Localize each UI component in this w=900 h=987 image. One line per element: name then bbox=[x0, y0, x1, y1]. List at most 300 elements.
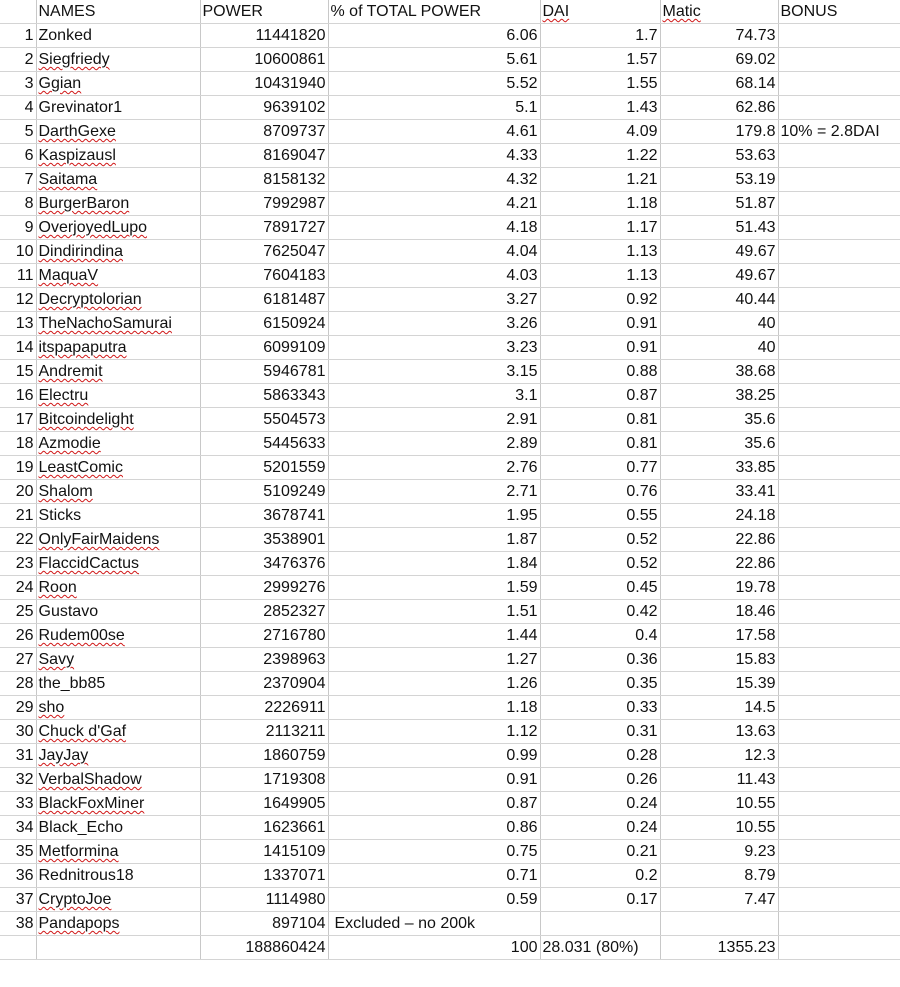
pct-cell[interactable]: 1.18 bbox=[328, 696, 540, 720]
power-cell[interactable]: 8158132 bbox=[200, 168, 328, 192]
row-number-cell[interactable]: 37 bbox=[0, 888, 36, 912]
name-cell[interactable] bbox=[36, 792, 200, 816]
name-cell[interactable] bbox=[36, 744, 200, 768]
dai-cell[interactable]: 0.76 bbox=[540, 480, 660, 504]
pct-cell[interactable]: 1.51 bbox=[328, 600, 540, 624]
dai-cell[interactable]: 0.42 bbox=[540, 600, 660, 624]
header-power[interactable]: POWER bbox=[200, 0, 328, 24]
dai-cell[interactable]: 0.88 bbox=[540, 360, 660, 384]
dai-cell[interactable]: 1.57 bbox=[540, 48, 660, 72]
row-number-cell[interactable]: 17 bbox=[0, 408, 36, 432]
matic-cell[interactable]: 35.6 bbox=[660, 408, 778, 432]
name-cell[interactable] bbox=[36, 384, 200, 408]
row-number-cell[interactable]: 15 bbox=[0, 360, 36, 384]
row-number-cell[interactable]: 4 bbox=[0, 96, 36, 120]
name-cell[interactable] bbox=[36, 456, 200, 480]
matic-cell[interactable]: 18.46 bbox=[660, 600, 778, 624]
pct-cell[interactable]: 0.75 bbox=[328, 840, 540, 864]
name-cell-text: Rudem00se bbox=[38, 627, 125, 645]
row-number-cell[interactable]: 36 bbox=[0, 864, 36, 888]
power-cell[interactable]: 5445633 bbox=[200, 432, 328, 456]
bonus-cell[interactable] bbox=[778, 240, 900, 264]
pct-cell[interactable]: 0.71 bbox=[328, 864, 540, 888]
power-cell[interactable]: 5201559 bbox=[200, 456, 328, 480]
name-cell[interactable] bbox=[36, 240, 200, 264]
dai-cell[interactable]: 0.81 bbox=[540, 432, 660, 456]
matic-cell[interactable]: 13.63 bbox=[660, 720, 778, 744]
power-cell[interactable]: 5863343 bbox=[200, 384, 328, 408]
power-cell[interactable]: 7604183 bbox=[200, 264, 328, 288]
total-power-cell[interactable]: 188860424 bbox=[200, 936, 328, 960]
power-cell[interactable]: 897104 bbox=[200, 912, 328, 936]
pct-cell[interactable]: 5.52 bbox=[328, 72, 540, 96]
matic-cell[interactable]: 68.14 bbox=[660, 72, 778, 96]
power-cell[interactable]: 6181487 bbox=[200, 288, 328, 312]
matic-cell[interactable]: 53.63 bbox=[660, 144, 778, 168]
row-number-cell[interactable]: 34 bbox=[0, 816, 36, 840]
name-cell[interactable]: Sticks bbox=[36, 504, 200, 528]
dai-cell[interactable] bbox=[540, 912, 660, 936]
pct-cell[interactable]: 1.26 bbox=[328, 672, 540, 696]
matic-cell[interactable]: 11.43 bbox=[660, 768, 778, 792]
name-cell[interactable] bbox=[36, 288, 200, 312]
pct-cell[interactable]: 0.86 bbox=[328, 816, 540, 840]
matic-cell[interactable]: 15.39 bbox=[660, 672, 778, 696]
pct-cell[interactable]: 0.91 bbox=[328, 768, 540, 792]
name-cell[interactable] bbox=[36, 912, 200, 936]
dai-cell[interactable]: 0.31 bbox=[540, 720, 660, 744]
row-number-cell[interactable]: 31 bbox=[0, 744, 36, 768]
bonus-cell[interactable] bbox=[778, 888, 900, 912]
bonus-cell[interactable] bbox=[778, 576, 900, 600]
power-cell[interactable]: 2852327 bbox=[200, 600, 328, 624]
name-cell[interactable] bbox=[36, 360, 200, 384]
table-row bbox=[0, 336, 900, 360]
pct-cell[interactable]: 3.1 bbox=[328, 384, 540, 408]
row-number-cell[interactable]: 6 bbox=[0, 144, 36, 168]
dai-cell[interactable]: 1.22 bbox=[540, 144, 660, 168]
bonus-cell[interactable] bbox=[778, 456, 900, 480]
row-number-cell[interactable]: 13 bbox=[0, 312, 36, 336]
name-cell-text: Azmodie bbox=[38, 435, 101, 453]
dai-cell[interactable]: 0.92 bbox=[540, 288, 660, 312]
name-cell[interactable] bbox=[36, 840, 200, 864]
power-cell[interactable]: 1623661 bbox=[200, 816, 328, 840]
row-number-cell[interactable]: 30 bbox=[0, 720, 36, 744]
power-cell[interactable]: 1415109 bbox=[200, 840, 328, 864]
power-cell[interactable]: 6099109 bbox=[200, 336, 328, 360]
matic-cell[interactable]: 51.43 bbox=[660, 216, 778, 240]
dai-cell[interactable]: 0.36 bbox=[540, 648, 660, 672]
pct-cell[interactable]: 2.71 bbox=[328, 480, 540, 504]
dai-cell[interactable]: 0.77 bbox=[540, 456, 660, 480]
power-cell[interactable]: 7891727 bbox=[200, 216, 328, 240]
bonus-cell[interactable] bbox=[778, 936, 900, 960]
row-number-cell[interactable]: 10 bbox=[0, 240, 36, 264]
bonus-cell[interactable] bbox=[778, 840, 900, 864]
table-row bbox=[0, 768, 900, 792]
matic-cell[interactable]: 33.41 bbox=[660, 480, 778, 504]
bonus-cell[interactable] bbox=[778, 288, 900, 312]
power-cell[interactable]: 10431940 bbox=[200, 72, 328, 96]
row-number-cell[interactable]: 25 bbox=[0, 600, 36, 624]
name-cell[interactable]: the_bb85 bbox=[36, 672, 200, 696]
name-cell[interactable] bbox=[36, 720, 200, 744]
name-cell[interactable] bbox=[36, 144, 200, 168]
bonus-cell[interactable] bbox=[778, 432, 900, 456]
name-cell[interactable]: Black_Echo bbox=[36, 816, 200, 840]
dai-cell[interactable]: 0.45 bbox=[540, 576, 660, 600]
power-cell[interactable]: 8169047 bbox=[200, 144, 328, 168]
matic-cell[interactable]: 53.19 bbox=[660, 168, 778, 192]
bonus-cell[interactable] bbox=[778, 744, 900, 768]
bonus-cell[interactable] bbox=[778, 360, 900, 384]
bonus-cell[interactable] bbox=[778, 768, 900, 792]
table-row bbox=[0, 312, 900, 336]
row-number-cell[interactable]: 5 bbox=[0, 120, 36, 144]
power-cell[interactable]: 1114980 bbox=[200, 888, 328, 912]
dai-cell[interactable]: 1.55 bbox=[540, 72, 660, 96]
power-cell[interactable]: 5109249 bbox=[200, 480, 328, 504]
table-row bbox=[0, 672, 900, 696]
bonus-cell[interactable] bbox=[778, 864, 900, 888]
name-cell-text: Electru bbox=[38, 387, 89, 405]
pct-cell[interactable]: 1.12 bbox=[328, 720, 540, 744]
bonus-cell[interactable] bbox=[778, 624, 900, 648]
matic-cell[interactable]: 49.67 bbox=[660, 240, 778, 264]
pct-cell[interactable]: 1.87 bbox=[328, 528, 540, 552]
power-cell[interactable]: 2398963 bbox=[200, 648, 328, 672]
header-pct-total-power[interactable]: % of TOTAL POWER bbox=[328, 0, 540, 24]
dai-cell[interactable]: 1.13 bbox=[540, 264, 660, 288]
bonus-cell[interactable] bbox=[778, 408, 900, 432]
bonus-cell[interactable] bbox=[778, 264, 900, 288]
bonus-cell[interactable] bbox=[778, 912, 900, 936]
bonus-cell[interactable] bbox=[778, 816, 900, 840]
name-cell[interactable] bbox=[36, 552, 200, 576]
name-cell[interactable] bbox=[36, 696, 200, 720]
name-cell[interactable] bbox=[36, 480, 200, 504]
name-cell[interactable] bbox=[36, 888, 200, 912]
pct-cell[interactable]: 3.26 bbox=[328, 312, 540, 336]
dai-cell[interactable]: 0.21 bbox=[540, 840, 660, 864]
pct-cell[interactable]: 1.84 bbox=[328, 552, 540, 576]
power-cell[interactable]: 5504573 bbox=[200, 408, 328, 432]
table-row bbox=[0, 432, 900, 456]
row-number-cell[interactable]: 19 bbox=[0, 456, 36, 480]
power-cell[interactable]: 2716780 bbox=[200, 624, 328, 648]
matic-cell[interactable]: 14.5 bbox=[660, 696, 778, 720]
name-cell-text: Kaspizausl bbox=[38, 147, 116, 165]
dai-cell[interactable]: 0.81 bbox=[540, 408, 660, 432]
name-cell[interactable] bbox=[36, 120, 200, 144]
power-cell[interactable]: 9639102 bbox=[200, 96, 328, 120]
name-cell[interactable]: Gustavo bbox=[36, 600, 200, 624]
pct-cell[interactable]: 1.59 bbox=[328, 576, 540, 600]
matic-cell[interactable]: 51.87 bbox=[660, 192, 778, 216]
matic-cell[interactable]: 17.58 bbox=[660, 624, 778, 648]
name-cell[interactable] bbox=[36, 768, 200, 792]
name-cell-text: LeastComic bbox=[38, 459, 123, 477]
bonus-cell[interactable] bbox=[778, 216, 900, 240]
row-number-cell[interactable]: 33 bbox=[0, 792, 36, 816]
pct-cell[interactable]: 2.76 bbox=[328, 456, 540, 480]
matic-cell[interactable]: 69.02 bbox=[660, 48, 778, 72]
row-number-cell[interactable]: 26 bbox=[0, 624, 36, 648]
table-row bbox=[0, 24, 900, 48]
name-cell[interactable] bbox=[36, 312, 200, 336]
name-cell[interactable] bbox=[36, 408, 200, 432]
row-number-cell[interactable]: 7 bbox=[0, 168, 36, 192]
bonus-cell[interactable] bbox=[778, 696, 900, 720]
bonus-cell[interactable] bbox=[778, 552, 900, 576]
row-number-cell[interactable]: 29 bbox=[0, 696, 36, 720]
dai-cell[interactable]: 0.24 bbox=[540, 816, 660, 840]
row-number-cell[interactable]: 18 bbox=[0, 432, 36, 456]
dai-cell[interactable]: 0.91 bbox=[540, 312, 660, 336]
dai-cell[interactable]: 0.24 bbox=[540, 792, 660, 816]
dai-cell[interactable]: 0.52 bbox=[540, 552, 660, 576]
power-cell[interactable]: 7992987 bbox=[200, 192, 328, 216]
pct-cell[interactable]: 1.44 bbox=[328, 624, 540, 648]
total-dai-cell[interactable]: 28.031 (80%) bbox=[540, 936, 660, 960]
row-number-cell[interactable]: 16 bbox=[0, 384, 36, 408]
dai-cell[interactable]: 1.18 bbox=[540, 192, 660, 216]
dai-cell[interactable]: 0.17 bbox=[540, 888, 660, 912]
name-cell[interactable]: Zonked bbox=[36, 24, 200, 48]
matic-cell[interactable]: 12.3 bbox=[660, 744, 778, 768]
dai-cell[interactable]: 0.2 bbox=[540, 864, 660, 888]
matic-cell[interactable]: 22.86 bbox=[660, 552, 778, 576]
row-number-cell[interactable]: 9 bbox=[0, 216, 36, 240]
row-number-cell[interactable]: 28 bbox=[0, 672, 36, 696]
bonus-cell[interactable] bbox=[778, 720, 900, 744]
dai-cell[interactable]: 0.91 bbox=[540, 336, 660, 360]
matic-cell[interactable]: 40 bbox=[660, 336, 778, 360]
total-pct-cell[interactable]: 100 bbox=[328, 936, 540, 960]
matic-cell[interactable]: 35.6 bbox=[660, 432, 778, 456]
matic-cell[interactable]: 40 bbox=[660, 312, 778, 336]
bonus-cell[interactable] bbox=[778, 144, 900, 168]
name-cell[interactable] bbox=[36, 192, 200, 216]
power-cell[interactable]: 3476376 bbox=[200, 552, 328, 576]
bonus-cell[interactable] bbox=[778, 24, 900, 48]
header-matic[interactable] bbox=[660, 0, 778, 24]
matic-cell[interactable]: 10.55 bbox=[660, 792, 778, 816]
row-number-cell[interactable]: 24 bbox=[0, 576, 36, 600]
name-cell[interactable] bbox=[36, 48, 200, 72]
row-number-cell[interactable]: 23 bbox=[0, 552, 36, 576]
name-cell-text: Bitcoindelight bbox=[38, 411, 134, 429]
dai-cell[interactable]: 1.43 bbox=[540, 96, 660, 120]
power-cell[interactable]: 7625047 bbox=[200, 240, 328, 264]
pct-cell[interactable]: 5.61 bbox=[328, 48, 540, 72]
dai-cell[interactable]: 1.17 bbox=[540, 216, 660, 240]
pct-cell[interactable]: 4.61 bbox=[328, 120, 540, 144]
table-row bbox=[0, 240, 900, 264]
pct-cell[interactable]: 1.27 bbox=[328, 648, 540, 672]
table-row bbox=[0, 624, 900, 648]
row-number-cell[interactable]: 2 bbox=[0, 48, 36, 72]
bonus-cell[interactable] bbox=[778, 384, 900, 408]
matic-cell[interactable]: 38.68 bbox=[660, 360, 778, 384]
bonus-cell[interactable] bbox=[778, 480, 900, 504]
power-cell[interactable]: 10600861 bbox=[200, 48, 328, 72]
pct-cell[interactable]: 4.32 bbox=[328, 168, 540, 192]
row-number-cell[interactable]: 11 bbox=[0, 264, 36, 288]
pct-cell[interactable]: 5.1 bbox=[328, 96, 540, 120]
pct-cell[interactable]: 6.06 bbox=[328, 24, 540, 48]
row-number-cell[interactable]: 32 bbox=[0, 768, 36, 792]
bonus-cell[interactable] bbox=[778, 168, 900, 192]
bonus-cell[interactable] bbox=[778, 48, 900, 72]
row-number-cell[interactable]: 12 bbox=[0, 288, 36, 312]
pct-cell[interactable]: 4.18 bbox=[328, 216, 540, 240]
row-number-cell[interactable]: 8 bbox=[0, 192, 36, 216]
dai-cell[interactable]: 1.7 bbox=[540, 24, 660, 48]
pct-cell[interactable]: 3.23 bbox=[328, 336, 540, 360]
pct-cell[interactable]: 4.03 bbox=[328, 264, 540, 288]
bonus-cell[interactable]: 10% = 2.8DAI bbox=[778, 120, 900, 144]
name-cell[interactable] bbox=[36, 72, 200, 96]
power-cell[interactable]: 1649905 bbox=[200, 792, 328, 816]
row-number-cell[interactable]: 14 bbox=[0, 336, 36, 360]
power-cell[interactable]: 1860759 bbox=[200, 744, 328, 768]
pct-cell[interactable]: 4.04 bbox=[328, 240, 540, 264]
power-cell[interactable]: 5946781 bbox=[200, 360, 328, 384]
bonus-cell[interactable] bbox=[778, 336, 900, 360]
name-cell[interactable] bbox=[36, 624, 200, 648]
matic-cell[interactable]: 10.55 bbox=[660, 816, 778, 840]
name-cell[interactable] bbox=[36, 168, 200, 192]
name-cell-text: OnlyFairMaidens bbox=[38, 531, 160, 549]
name-cell-text: Savy bbox=[38, 651, 75, 669]
matic-cell[interactable]: 179.8 bbox=[660, 120, 778, 144]
pct-cell[interactable]: 0.87 bbox=[328, 792, 540, 816]
power-cell[interactable]: 2370904 bbox=[200, 672, 328, 696]
name-cell[interactable] bbox=[36, 432, 200, 456]
header-dai[interactable] bbox=[540, 0, 660, 24]
dai-cell[interactable]: 0.87 bbox=[540, 384, 660, 408]
bonus-cell[interactable] bbox=[778, 96, 900, 120]
name-cell[interactable] bbox=[36, 264, 200, 288]
matic-cell[interactable]: 7.47 bbox=[660, 888, 778, 912]
bonus-cell[interactable] bbox=[778, 192, 900, 216]
bonus-cell[interactable] bbox=[778, 600, 900, 624]
power-cell[interactable]: 2113211 bbox=[200, 720, 328, 744]
row-number-cell[interactable]: 22 bbox=[0, 528, 36, 552]
pct-cell[interactable]: 4.21 bbox=[328, 192, 540, 216]
matic-cell[interactable]: 40.44 bbox=[660, 288, 778, 312]
bonus-cell[interactable] bbox=[778, 504, 900, 528]
power-cell[interactable]: 3538901 bbox=[200, 528, 328, 552]
matic-cell[interactable]: 8.79 bbox=[660, 864, 778, 888]
matic-cell[interactable]: 49.67 bbox=[660, 264, 778, 288]
pct-cell[interactable]: 3.15 bbox=[328, 360, 540, 384]
power-cell[interactable]: 2226911 bbox=[200, 696, 328, 720]
row-number-cell[interactable]: 21 bbox=[0, 504, 36, 528]
row-number-cell[interactable]: 1 bbox=[0, 24, 36, 48]
bonus-cell[interactable] bbox=[778, 672, 900, 696]
power-cell[interactable]: 8709737 bbox=[200, 120, 328, 144]
excluded-note-cell[interactable]: Excluded – no 200k bbox=[328, 912, 540, 936]
row-number-cell[interactable]: 35 bbox=[0, 840, 36, 864]
power-cell[interactable]: 2999276 bbox=[200, 576, 328, 600]
bonus-cell[interactable] bbox=[778, 528, 900, 552]
pct-cell[interactable]: 2.91 bbox=[328, 408, 540, 432]
dai-cell[interactable]: 0.55 bbox=[540, 504, 660, 528]
row-number-cell[interactable] bbox=[0, 936, 36, 960]
name-cell[interactable] bbox=[36, 528, 200, 552]
row-number-cell[interactable]: 20 bbox=[0, 480, 36, 504]
power-cell[interactable]: 3678741 bbox=[200, 504, 328, 528]
total-matic-cell[interactable]: 1355.23 bbox=[660, 936, 778, 960]
matic-cell[interactable]: 15.83 bbox=[660, 648, 778, 672]
matic-cell[interactable]: 74.73 bbox=[660, 24, 778, 48]
row-number-cell[interactable]: 3 bbox=[0, 72, 36, 96]
name-cell[interactable] bbox=[36, 216, 200, 240]
name-cell[interactable] bbox=[36, 648, 200, 672]
power-cell[interactable]: 6150924 bbox=[200, 312, 328, 336]
matic-cell[interactable]: 33.85 bbox=[660, 456, 778, 480]
pct-cell[interactable]: 1.95 bbox=[328, 504, 540, 528]
name-cell-text: CryptoJoe bbox=[38, 891, 112, 909]
header-bonus[interactable]: BONUS bbox=[778, 0, 900, 24]
name-cell[interactable] bbox=[36, 336, 200, 360]
matic-cell[interactable]: 22.86 bbox=[660, 528, 778, 552]
bonus-cell[interactable] bbox=[778, 72, 900, 96]
dai-cell[interactable]: 4.09 bbox=[540, 120, 660, 144]
matic-cell[interactable]: 62.86 bbox=[660, 96, 778, 120]
table-row bbox=[0, 600, 900, 624]
table-row bbox=[0, 792, 900, 816]
dai-cell[interactable]: 0.26 bbox=[540, 768, 660, 792]
bonus-cell[interactable] bbox=[778, 648, 900, 672]
dai-cell[interactable]: 0.28 bbox=[540, 744, 660, 768]
pct-cell[interactable]: 2.89 bbox=[328, 432, 540, 456]
name-cell[interactable] bbox=[36, 936, 200, 960]
pct-cell[interactable]: 0.99 bbox=[328, 744, 540, 768]
table-row bbox=[0, 840, 900, 864]
pct-cell[interactable]: 0.59 bbox=[328, 888, 540, 912]
pct-cell[interactable]: 3.27 bbox=[328, 288, 540, 312]
power-cell[interactable]: 1337071 bbox=[200, 864, 328, 888]
dai-cell[interactable]: 0.35 bbox=[540, 672, 660, 696]
dai-cell[interactable]: 1.21 bbox=[540, 168, 660, 192]
matic-cell[interactable]: 19.78 bbox=[660, 576, 778, 600]
matic-cell[interactable]: 9.23 bbox=[660, 840, 778, 864]
matic-cell[interactable]: 38.25 bbox=[660, 384, 778, 408]
name-cell[interactable]: Grevinator1 bbox=[36, 96, 200, 120]
header-index-cell[interactable] bbox=[0, 0, 36, 24]
name-cell[interactable]: Rednitrous18 bbox=[36, 864, 200, 888]
bonus-cell[interactable] bbox=[778, 312, 900, 336]
pct-cell[interactable]: 4.33 bbox=[328, 144, 540, 168]
matic-cell[interactable] bbox=[660, 912, 778, 936]
matic-cell[interactable]: 24.18 bbox=[660, 504, 778, 528]
row-number-cell[interactable]: 38 bbox=[0, 912, 36, 936]
dai-cell[interactable]: 0.52 bbox=[540, 528, 660, 552]
header-names[interactable]: NAMES bbox=[36, 0, 200, 24]
row-number-cell[interactable]: 27 bbox=[0, 648, 36, 672]
bonus-cell[interactable] bbox=[778, 792, 900, 816]
dai-cell[interactable]: 0.33 bbox=[540, 696, 660, 720]
power-cell[interactable]: 11441820 bbox=[200, 24, 328, 48]
name-cell[interactable] bbox=[36, 576, 200, 600]
dai-cell[interactable]: 1.13 bbox=[540, 240, 660, 264]
power-cell[interactable]: 1719308 bbox=[200, 768, 328, 792]
dai-cell[interactable]: 0.4 bbox=[540, 624, 660, 648]
